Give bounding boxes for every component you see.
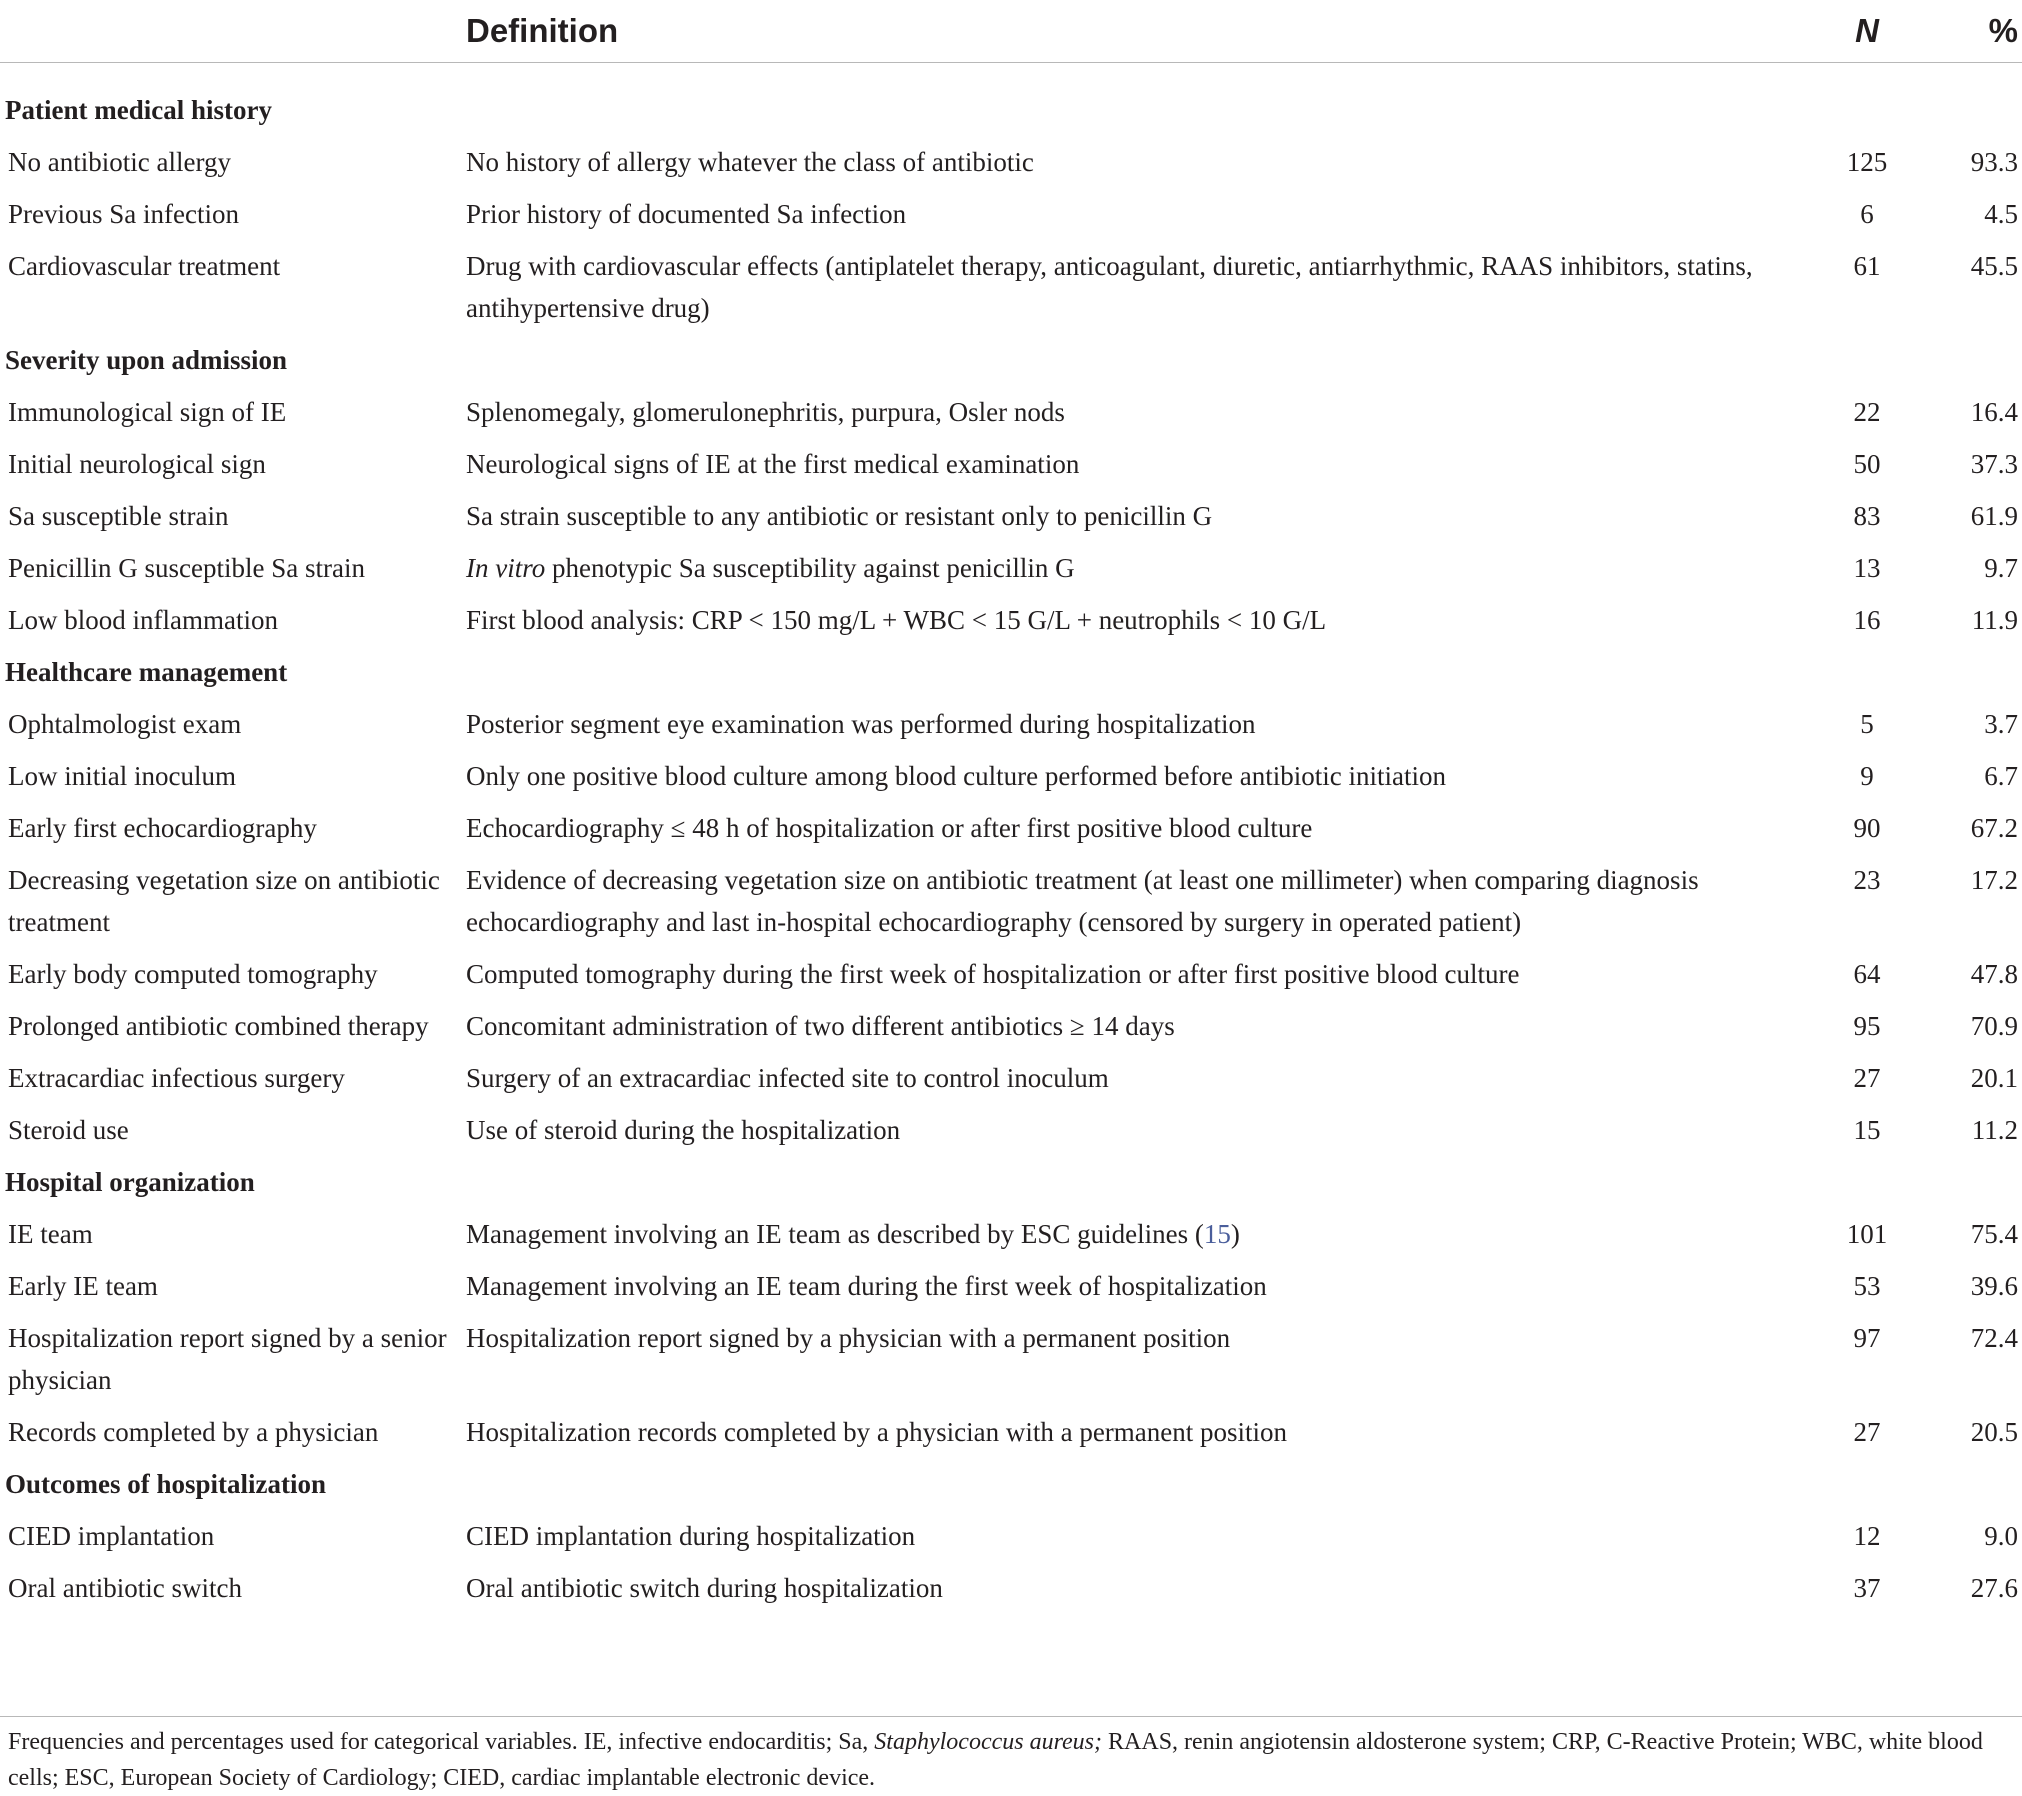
definition-text: Evidence of decreasing vegetation size on antibiotic treatment (at least one millimeter) when comparing diagnosis echocardiography and last in-hospital echocardiography (censored by surgery in operated patient)	[466, 865, 1699, 937]
row-item: CIED implantation	[8, 1521, 215, 1551]
row-percent: 47.8	[1970, 959, 2018, 989]
row-item: Steroid use	[8, 1115, 129, 1145]
row-percent: 16.4	[1970, 397, 2018, 427]
definition-text: Computed tomography during the first week of hospitalization or after first positive blood culture	[466, 959, 1520, 989]
row-percent: 45.5	[1970, 251, 2018, 281]
section-header-row	[0, 647, 2022, 699]
reference-link[interactable]: 15	[1203, 1219, 1231, 1249]
section-header-row	[0, 1157, 2022, 1209]
row-percent: 11.2	[1971, 1115, 2018, 1145]
row-n: 90	[1853, 813, 1881, 843]
row-definition	[466, 751, 1832, 803]
row-n: 9	[1860, 761, 1874, 791]
row-n: 53	[1853, 1271, 1881, 1301]
table-row	[0, 751, 2022, 803]
row-item: Oral antibiotic switch	[8, 1573, 242, 1603]
row-percent: 20.1	[1970, 1063, 2018, 1093]
row-item: Penicillin G susceptible Sa strain	[8, 553, 365, 583]
row-definition	[466, 595, 1832, 647]
row-percent: 70.9	[1970, 1011, 2018, 1041]
row-item: Sa susceptible strain	[8, 501, 229, 531]
row-item: Decreasing vegetation size on antibiotic treatment	[8, 865, 440, 937]
definition-text: Drug with cardiovascular effects (antiplatelet therapy, anticoagulant, diuretic, antiarrhythmic, RAAS inhibitors, statins, antihypertensive drug)	[466, 251, 1753, 323]
header-definition: Definition	[466, 0, 1832, 63]
footnote-italic: Staphylococcus aureus;	[874, 1729, 1103, 1755]
row-percent: 3.7	[1984, 709, 2018, 739]
row-percent: 20.5	[1970, 1417, 2018, 1447]
section-header-row	[0, 1459, 2022, 1511]
table-header	[0, 0, 2022, 63]
row-percent: 39.6	[1970, 1271, 2018, 1301]
row-item: Early IE team	[8, 1271, 158, 1301]
table-row	[0, 595, 2022, 647]
definition-text: Management involving an IE team during the first week of hospitalization	[466, 1271, 1267, 1301]
table-row	[0, 1209, 2022, 1261]
row-item: Extracardiac infectious surgery	[8, 1063, 345, 1093]
row-n: 16	[1853, 605, 1881, 635]
row-definition	[466, 699, 1832, 751]
footer-rule	[0, 1716, 2022, 1717]
definition-text: Hospitalization report signed by a physician with a permanent position	[466, 1323, 1231, 1353]
table-row	[0, 1053, 2022, 1105]
row-n: 23	[1853, 865, 1881, 895]
row-percent: 67.2	[1970, 813, 2018, 843]
header-n: N	[1832, 0, 1902, 63]
row-definition	[466, 1313, 1832, 1407]
row-percent: 17.2	[1970, 865, 2018, 895]
row-definition	[466, 543, 1832, 595]
row-n: 50	[1853, 449, 1881, 479]
table-row	[0, 855, 2022, 949]
row-n: 101	[1846, 1219, 1888, 1249]
table-body	[0, 63, 2022, 1616]
row-percent: 6.7	[1984, 761, 2018, 791]
table-row	[0, 137, 2022, 189]
row-item: Low initial inoculum	[8, 761, 236, 791]
row-n: 13	[1853, 553, 1881, 583]
row-percent: 4.5	[1984, 199, 2018, 229]
header-item	[0, 0, 466, 63]
row-definition	[466, 1001, 1832, 1053]
section-header-row	[0, 85, 2022, 137]
row-definition	[466, 1407, 1832, 1459]
definition-text: Use of steroid during the hospitalization	[466, 1115, 901, 1145]
table-row	[0, 189, 2022, 241]
table-footnote	[8, 1724, 2014, 1796]
row-definition	[466, 241, 1832, 335]
table-row	[0, 387, 2022, 439]
section-title: Patient medical history	[5, 95, 272, 125]
row-percent: 27.6	[1970, 1573, 2018, 1603]
row-item: Records completed by a physician	[8, 1417, 379, 1447]
row-item: Early body computed tomography	[8, 959, 378, 989]
definition-text: Surgery of an extracardiac infected site to control inoculum	[466, 1063, 1109, 1093]
row-item: Hospitalization report signed by a senior physician	[8, 1323, 447, 1395]
header-row	[0, 0, 2022, 63]
row-item: Low blood inflammation	[8, 605, 278, 635]
row-item: Immunological sign of IE	[8, 397, 287, 427]
row-percent: 9.0	[1984, 1521, 2018, 1551]
row-item: Initial neurological sign	[8, 449, 266, 479]
row-item: No antibiotic allergy	[8, 147, 231, 177]
definition-text: Oral antibiotic switch during hospitalization	[466, 1573, 943, 1603]
row-percent: 72.4	[1970, 1323, 2018, 1353]
row-definition	[466, 1563, 1832, 1615]
row-n: 83	[1853, 501, 1881, 531]
section-title: Severity upon admission	[5, 345, 288, 375]
table-row	[0, 1511, 2022, 1563]
row-percent: 75.4	[1970, 1219, 2018, 1249]
table-row	[0, 1261, 2022, 1313]
row-item: Ophtalmologist exam	[8, 709, 242, 739]
section-title: Hospital organization	[5, 1167, 255, 1197]
row-definition	[466, 1053, 1832, 1105]
definition-text: Management involving an IE team as described by ESC guidelines (	[466, 1219, 1204, 1249]
definition-text: Splenomegaly, glomerulonephritis, purpura, Osler nods	[466, 397, 1065, 427]
row-n: 15	[1853, 1115, 1881, 1145]
row-item: Previous Sa infection	[8, 199, 239, 229]
row-n: 27	[1853, 1417, 1881, 1447]
section-header-row	[0, 335, 2022, 387]
table-row	[0, 699, 2022, 751]
table-row	[0, 1313, 2022, 1407]
row-definition	[466, 1511, 1832, 1563]
row-item: IE team	[8, 1219, 93, 1249]
row-n: 64	[1853, 959, 1881, 989]
row-n: 27	[1853, 1063, 1881, 1093]
definition-text: No history of allergy whatever the class of antibiotic	[466, 147, 1034, 177]
row-n: 125	[1846, 147, 1888, 177]
row-percent: 11.9	[1971, 605, 2018, 635]
row-n: 22	[1853, 397, 1881, 427]
table-row	[0, 1407, 2022, 1459]
row-definition	[466, 803, 1832, 855]
row-definition	[466, 1261, 1832, 1313]
row-n: 95	[1853, 1011, 1881, 1041]
row-n: 6	[1860, 199, 1874, 229]
definition-text: First blood analysis: CRP < 150 mg/L + WBC < 15 G/L + neutrophils < 10 G/L	[466, 605, 1327, 635]
row-definition	[466, 137, 1832, 189]
row-n: 37	[1853, 1573, 1881, 1603]
row-percent: 37.3	[1970, 449, 2018, 479]
row-n: 61	[1853, 251, 1881, 281]
table-row	[0, 1105, 2022, 1157]
table-row	[0, 491, 2022, 543]
row-definition	[466, 387, 1832, 439]
definition-text: Prior history of documented Sa infection	[466, 199, 907, 229]
row-n: 97	[1853, 1323, 1881, 1353]
row-n: 12	[1853, 1521, 1881, 1551]
footnote-text-1: Frequencies and percentages used for categorical variables. IE, infective endocarditis; Sa,	[8, 1729, 875, 1755]
definition-tail: )	[1230, 1219, 1240, 1249]
row-item: Cardiovascular treatment	[8, 251, 281, 281]
row-definition	[466, 1209, 1832, 1261]
row-item: Early first echocardiography	[8, 813, 317, 843]
table-row	[0, 949, 2022, 1001]
table-row	[0, 803, 2022, 855]
section-title: Healthcare management	[5, 657, 288, 687]
row-definition	[466, 855, 1832, 949]
row-definition	[466, 491, 1832, 543]
table-row	[0, 439, 2022, 491]
footnote-text-2: RAAS, renin angiotensin aldosterone system; CRP, C-Reactive Protein; WBC, white blood cells; ESC, European Society of Cardiology; CIED, cardiac implantable electronic device.	[8, 1729, 1983, 1791]
definition-text: phenotypic Sa susceptibility against penicillin G	[545, 553, 1075, 583]
row-n: 5	[1860, 709, 1874, 739]
definition-text: Echocardiography ≤ 48 h of hospitalization or after first positive blood culture	[466, 813, 1313, 843]
row-definition	[466, 949, 1832, 1001]
row-definition	[466, 189, 1832, 241]
row-definition	[466, 1105, 1832, 1157]
header-percent: %	[1902, 0, 2022, 63]
definition-text: Hospitalization records completed by a physician with a permanent position	[466, 1417, 1288, 1447]
definition-text: Neurological signs of IE at the first medical examination	[466, 449, 1080, 479]
row-item: Prolonged antibiotic combined therapy	[8, 1011, 429, 1041]
row-percent: 61.9	[1970, 501, 2018, 531]
definition-text: CIED implantation during hospitalization	[466, 1521, 916, 1551]
table-row	[0, 1563, 2022, 1615]
definition-text: Only one positive blood culture among blood culture performed before antibiotic initiation	[466, 761, 1447, 791]
table-row	[0, 543, 2022, 595]
row-definition	[466, 439, 1832, 491]
definition-text: Posterior segment eye examination was performed during hospitalization	[466, 709, 1256, 739]
definition-text: Concomitant administration of two different antibiotics ≥ 14 days	[466, 1011, 1175, 1041]
row-percent: 9.7	[1984, 553, 2018, 583]
definition-text: Sa strain susceptible to any antibiotic or resistant only to penicillin G	[466, 501, 1213, 531]
definition-italic: In vitro	[466, 553, 546, 583]
row-percent: 93.3	[1970, 147, 2018, 177]
header-spacer	[0, 63, 2022, 86]
section-title: Outcomes of hospitalization	[5, 1469, 326, 1499]
table-row	[0, 241, 2022, 335]
table-row	[0, 1001, 2022, 1053]
